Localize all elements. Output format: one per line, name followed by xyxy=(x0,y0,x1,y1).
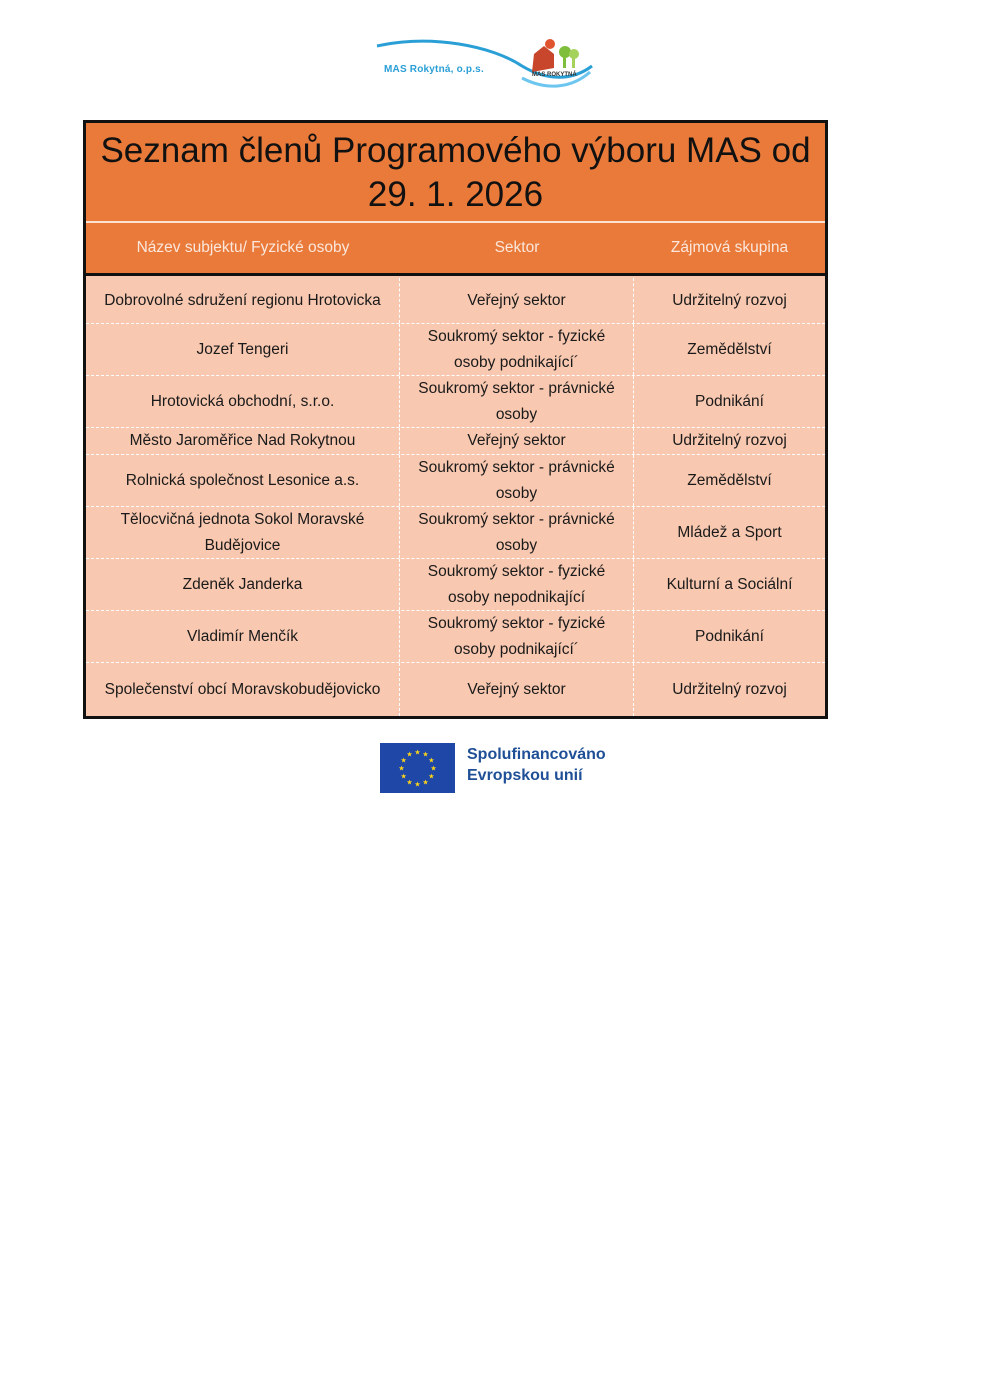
cell-name: Vladimír Menčík xyxy=(86,611,400,662)
table-row xyxy=(86,376,825,428)
eu-star-icon: ★ xyxy=(400,757,407,765)
column-header-sector: Sektor xyxy=(494,239,540,256)
table-row xyxy=(86,559,825,611)
cell-name: Jozef Tengeri xyxy=(86,324,400,375)
cell-group: Zemědělství xyxy=(687,471,772,489)
eu-star-icon: ★ xyxy=(400,773,407,781)
eu-flag-icon xyxy=(380,743,455,793)
eu-star-icon: ★ xyxy=(422,751,429,759)
eu-star-icon: ★ xyxy=(430,765,437,773)
eu-star-icon: ★ xyxy=(406,751,413,759)
logo-mark-text: MAS ROKYTNÁ xyxy=(532,72,577,78)
cell-name: Společenství obcí Moravskobudějovicko xyxy=(86,663,400,716)
cell-sector: Soukromý sektor - fyzické osoby nepodnikající xyxy=(400,559,634,610)
eu-star-icon: ★ xyxy=(414,749,421,757)
page-title: Seznam členů Programového výboru MAS od 29. 1. 2026 xyxy=(86,123,825,223)
logo-org-name: MAS Rokytná, o.p.s. xyxy=(384,64,484,75)
table-header-row xyxy=(86,223,825,276)
cell-name: Tělocvičná jednota Sokol Moravské Budějovice xyxy=(86,507,400,558)
cell-group: Udržitelný rozvoj xyxy=(672,291,787,309)
cell-group: Podnikání xyxy=(695,392,764,410)
table-row xyxy=(86,611,825,663)
cell-name: Zdeněk Janderka xyxy=(86,559,400,610)
cell-group: Zemědělství xyxy=(687,340,772,358)
eu-star-icon: ★ xyxy=(414,781,421,789)
column-header-group: Zájmová skupina xyxy=(670,239,789,256)
cell-sector: Soukromý sektor - právnické osoby xyxy=(400,507,634,558)
cell-sector: Veřejný sektor xyxy=(400,278,634,323)
cell-group: Udržitelný rozvoj xyxy=(672,680,787,698)
cell-sector: Veřejný sektor xyxy=(400,663,634,716)
eu-cofinancing-badge xyxy=(380,743,630,793)
eu-badge-line2: Evropskou unií xyxy=(467,767,583,784)
table-row xyxy=(86,324,825,376)
cell-name: Město Jaroměřice Nad Rokytnou xyxy=(86,428,400,454)
table-row xyxy=(86,663,825,716)
column-header-name: Název subjektu/ Fyzické osoby xyxy=(136,239,350,256)
eu-star-icon: ★ xyxy=(406,779,413,787)
eu-badge-line1: Spolufinancováno xyxy=(467,746,606,763)
table-row xyxy=(86,278,825,324)
eu-star-icon: ★ xyxy=(422,779,429,787)
cell-group: Podnikání xyxy=(695,627,764,645)
cell-sector: Soukromý sektor - právnické osoby xyxy=(400,376,634,427)
cell-name: Rolnická společnost Lesonice a.s. xyxy=(86,455,400,506)
eu-star-icon: ★ xyxy=(428,773,435,781)
cell-sector: Soukromý sektor - právnické osoby xyxy=(400,455,634,506)
eu-star-icon: ★ xyxy=(428,757,435,765)
cell-name: Dobrovolné sdružení regionu Hrotovicka xyxy=(86,278,400,323)
members-table xyxy=(83,120,828,719)
cell-name: Hrotovická obchodní, s.r.o. xyxy=(86,376,400,427)
cell-sector: Soukromý sektor - fyzické osoby podnikající´ xyxy=(400,324,634,375)
table-row xyxy=(86,507,825,559)
cell-group: Udržitelný rozvoj xyxy=(672,432,787,450)
cell-sector: Soukromý sektor - fyzické osoby podnikající´ xyxy=(400,611,634,662)
mas-rokytna-logo xyxy=(372,36,597,96)
table-row xyxy=(86,455,825,507)
cell-sector: Veřejný sektor xyxy=(400,428,634,454)
eu-star-icon: ★ xyxy=(398,765,405,773)
table-body xyxy=(86,276,825,716)
cell-group: Mládež a Sport xyxy=(677,523,782,541)
cell-group: Kulturní a Sociální xyxy=(666,575,793,593)
table-row xyxy=(86,428,825,455)
eu-badge-text xyxy=(467,744,606,786)
